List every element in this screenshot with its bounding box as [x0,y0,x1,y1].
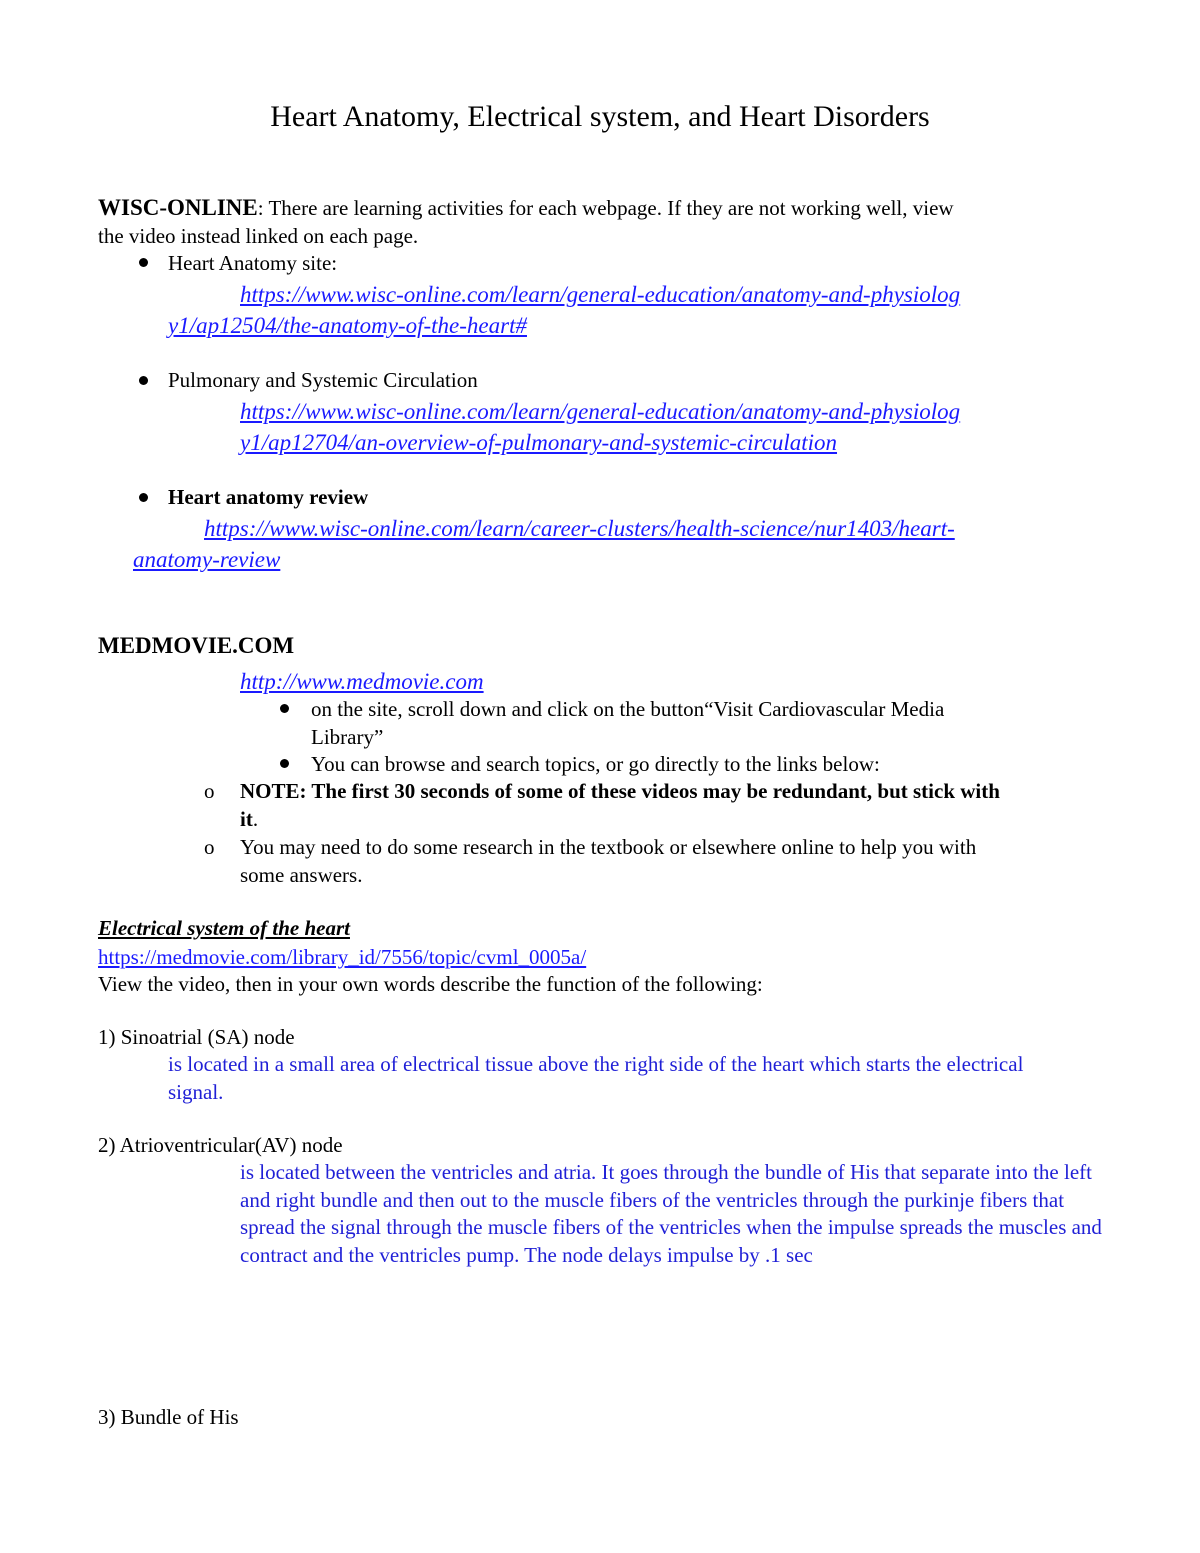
bullet-icon [139,493,148,502]
electrical-link[interactable]: https://medmovie.com/library_id/7556/topic/cvml_0005a/ [98,945,587,969]
wisc-item-1-link-line2[interactable]: y1/ap12504/the-anatomy-of-the-heart# [168,313,527,338]
electrical-heading: Electrical system of the heart [98,916,350,940]
medmovie-bullet-1-line1: on the site, scroll down and click on the button“Visit Cardiovascular Media [311,697,945,721]
medmovie-note-line2-bold: it [240,807,253,831]
medmovie-bullet-1-line2: Library” [311,725,384,749]
wisc-heading: WISC-ONLINE [98,195,258,220]
medmovie-research-line2: some answers. [240,863,363,887]
question-3-label: 3) Bundle of His [98,1405,239,1429]
wisc-item-2-link-line1[interactable]: https://www.wisc-online.com/learn/general-education/anatomy-and-physiolog [240,399,961,424]
wisc-intro [98,194,954,222]
wisc-intro-line1: : There are learning activities for each webpage. If they are not working well, view [257,196,954,220]
wisc-item-2-link-line2[interactable]: y1/ap12704/an-overview-of-pulmonary-and-systemic-circulation [240,430,838,455]
medmovie-note-line2 [240,805,258,833]
medmovie-link[interactable]: http://www.medmovie.com [240,669,484,694]
bullet-icon [139,258,148,267]
bullet-o-icon: o [204,779,215,803]
wisc-item-3-label: Heart anatomy review [168,485,369,509]
medmovie-note-line1: NOTE: The first 30 seconds of some of these videos may be redundant, but stick with [240,779,1000,803]
wisc-item-1-label: Heart Anatomy site: [168,251,338,275]
bullet-icon [280,759,289,768]
electrical-instruction: View the video, then in your own words describe the function of the following: [98,972,763,996]
bullet-o-icon: o [204,835,215,859]
question-2-answer: is located between the ventricles and atria. It goes through the bundle of His that separate into the left and right bundle and then out to the muscle fibers of the ventricles through the purkinje fibers that spread the signal through the muscle fibers of the ventricles when the impulse spreads the muscles and contract and the ventricles pump. The node delays impulse by .1 sec [240,1160,1102,1267]
medmovie-research-line1: You may need to do some research in the textbook or elsewhere online to help you with [240,835,977,859]
medmovie-note-end: . [252,807,259,831]
wisc-item-2-label: Pulmonary and Systemic Circulation [168,368,478,392]
question-2-label: 2) Atrioventricular(AV) node [98,1133,343,1157]
bullet-icon [280,704,289,713]
bullet-icon [139,376,148,385]
wisc-item-1-link-line1[interactable]: https://www.wisc-online.com/learn/general-education/anatomy-and-physiolog [240,282,961,307]
medmovie-bullet-2: You can browse and search topics, or go directly to the links below: [311,752,880,776]
wisc-item-3-link-line1[interactable]: https://www.wisc-online.com/learn/career-clusters/health-science/nur1403/heart- [204,516,955,541]
question-1-answer: is located in a small area of electrical tissue above the right side of the heart which starts the electrical signal. [168,1052,1024,1104]
question-1-label: 1) Sinoatrial (SA) node [98,1025,295,1049]
page-title: Heart Anatomy, Electrical system, and Heart Disorders [270,100,930,133]
medmovie-heading: MEDMOVIE.COM [98,633,295,658]
wisc-item-3-link-line2[interactable]: anatomy-review [133,547,281,572]
wisc-intro-line2: the video instead linked on each page. [98,224,419,248]
